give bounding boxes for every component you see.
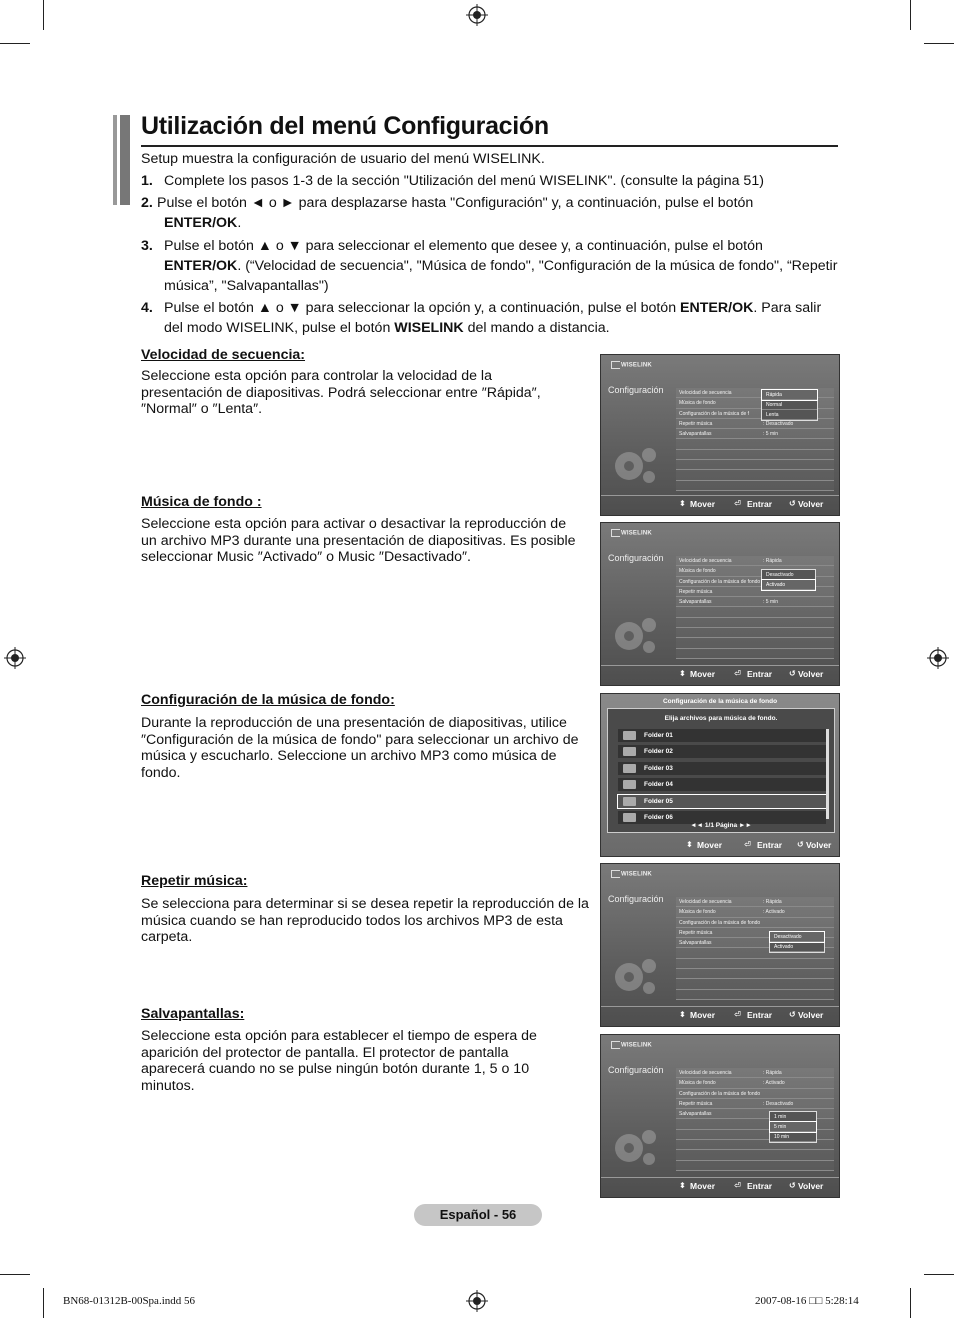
section-text: Seleccione esta opción para controlar la velocidad de la presentación de diapositivas. Podrá seleccionar entre ″Rápida″, ″Normal″ o ″Lenta″. <box>141 368 541 417</box>
folder-icon <box>623 780 636 789</box>
list-item[interactable]: Velocidad de secuencia : Rápida <box>676 556 834 566</box>
list-item[interactable]: Música de fondo <box>676 398 834 408</box>
registration-mark-icon <box>466 1290 488 1312</box>
list-item[interactable]: Configuración de la música de f <box>676 409 834 419</box>
list-item[interactable]: Velocidad de secuencia : Rápida <box>676 1068 834 1078</box>
registration-mark-icon <box>927 647 949 669</box>
list-item[interactable]: Repetir música : Desactivado <box>676 1099 834 1109</box>
intro-text: Setup muestra la configuración de usuario del menú WISELINK. <box>141 151 545 167</box>
wiselink-logo: WISELINK <box>611 870 652 878</box>
list-item[interactable]: Configuración de la música de fondo <box>676 1089 834 1099</box>
folder-item[interactable]: Folder 05 <box>618 795 826 808</box>
step-key: ENTER/OK <box>164 258 238 274</box>
wiselink-logo: WISELINK <box>611 1041 652 1049</box>
updown-icon: ⬍ <box>679 499 686 508</box>
step-text: Pulse el botón ◄ o ► para desplazarse hasta "Configuración" y, a continuación, pulse el botón <box>157 195 754 211</box>
folder-panel <box>607 708 835 833</box>
tv-screen-screensaver <box>600 1034 840 1198</box>
step-key: WISELINK <box>394 320 464 336</box>
list-item[interactable]: Configuración de la música de fondo <box>676 918 834 928</box>
step-number: 4. <box>141 300 153 316</box>
section-text: Seleccione esta opción para establecer el tiempo de espera de aparición del protector de pantalla. El protector de pantalla aparecerá cuando no se pulse ningún botón durante 1, 5 o 10 minutos. <box>141 1028 537 1094</box>
enter-icon: ⏎ <box>734 1181 741 1190</box>
step-number: 2. <box>141 195 153 211</box>
updown-icon: ⬍ <box>679 1181 686 1190</box>
folder-icon <box>623 731 636 740</box>
screen-footer: ⬍ Mover ⏎ Entrar ↺ Volver <box>679 669 824 679</box>
section-text: Durante la reproducción de una presentación de diapositivas, utilice ″Configuración de la música de fondo" para seleccionar un archivo de música y escucharlo. Seleccione un archivo MP3 como música de fondo. <box>141 715 579 781</box>
scrollbar[interactable] <box>826 729 829 819</box>
side-label: Configuración <box>608 1065 664 1075</box>
screen-title: Configuración de la música de fondo <box>662 698 778 705</box>
list-item[interactable]: Salvapantallas : 5 min <box>676 597 834 607</box>
page-indicator: ◄◄ 1/1 Página ►► <box>690 822 752 829</box>
step-text: Pulse el botón ▲ o ▼ para seleccionar la opción y, a continuación, pulse el botón <box>164 300 677 316</box>
page-number-badge: Español - 56 <box>414 1204 542 1226</box>
step-3: 3. Pulse el botón ▲ o ▼ para seleccionar el elemento que desee y, a continuación, pulse el botón ENTER/OK. (“Velocidad de secuencia", "Música de fondo", "Configuración de la música de fondo", “Repetir música”, "Salvapantallas") <box>141 238 838 294</box>
section-heading: Repetir música: <box>141 873 248 889</box>
list-item[interactable]: Salvapantallas : 5 min <box>676 429 834 439</box>
print-file-info: BN68-01312B-00Spa.indd 56 <box>63 1295 195 1307</box>
tv-screen-repeat <box>600 863 840 1027</box>
list-item[interactable]: Velocidad de secuencia : Rápida <box>676 897 834 907</box>
section-heading: Música de fondo : <box>141 494 262 510</box>
return-icon: ↺ <box>789 1010 796 1019</box>
tv-screen-speed <box>600 354 840 516</box>
updown-icon: ⬍ <box>679 1010 686 1019</box>
section-heading: Salvapantallas: <box>141 1006 245 1022</box>
option[interactable]: Normal <box>762 400 817 410</box>
section-text: Seleccione esta opción para activar o desactivar la reproducción de un archivo MP3 durante una presentación de diapositivas. Es posible seleccionar Music ″Activado″ o Music ″Desactivado″. <box>141 516 576 565</box>
list-item[interactable]: Velocidad de secuencia <box>676 388 834 398</box>
section-heading: Velocidad de secuencia: <box>141 347 306 363</box>
option[interactable]: Desactivado <box>762 570 815 580</box>
list-item[interactable]: Música de fondo : Activado <box>676 1078 834 1088</box>
tv-screen-music <box>600 522 840 686</box>
gear-icon <box>609 611 659 661</box>
step-text: Complete los pasos 1-3 de la sección "Utilización del menú WISELINK". (consulte la página 51) <box>164 173 764 189</box>
side-label: Configuración <box>608 385 664 395</box>
crop-mark <box>924 43 954 44</box>
section-text: Se selecciona para determinar si se desea repetir la reproducción de la música cuando se han reproducido todos los archivos MP3 de esta carpeta. <box>141 896 589 945</box>
list-item[interactable]: Salvapantallas <box>676 938 834 948</box>
title-rule <box>141 145 838 147</box>
wiselink-logo: WISELINK <box>611 361 652 369</box>
enter-icon: ⏎ <box>744 840 751 849</box>
gear-icon <box>609 441 659 491</box>
tv-screen-folder-select <box>600 693 840 857</box>
list-item[interactable]: Repetir música : Desactivado <box>676 419 834 429</box>
screen-footer: ⬍ Mover ⏎ Entrar ↺ Volver <box>679 1010 824 1020</box>
screen-footer: ⬍ Mover ⏎ Entrar ↺ Volver <box>686 840 832 850</box>
screen-subtitle: Elija archivos para música de fondo. <box>664 715 778 722</box>
page-title: Utilización del menú Configuración <box>141 112 549 140</box>
folder-icon <box>623 764 636 773</box>
option[interactable]: Activado <box>770 942 824 952</box>
screen-footer: ⬍ Mover ⏎ Entrar ↺ Volver <box>679 499 824 509</box>
section-heading: Configuración de la música de fondo: <box>141 692 395 708</box>
list-item[interactable]: Repetir música <box>676 587 834 597</box>
return-icon: ↺ <box>789 499 796 508</box>
option[interactable]: 10 min <box>770 1132 816 1142</box>
folder-icon <box>623 813 636 822</box>
return-icon: ↺ <box>789 1181 796 1190</box>
crop-mark <box>43 1288 44 1318</box>
updown-icon: ⬍ <box>686 840 693 849</box>
option[interactable]: Lenta <box>762 410 817 420</box>
return-icon: ↺ <box>797 840 804 849</box>
step-key: ENTER/OK <box>164 215 238 231</box>
step-4: 4. Pulse el botón ▲ o ▼ para seleccionar la opción y, a continuación, pulse el botón ENTER/OK. Para salir del modo WISELINK, pulse el botón WISELINK del mando a distancia. <box>141 300 822 336</box>
folder-item[interactable]: Folder 04 <box>618 778 826 791</box>
print-timestamp: 2007-08-16 □□ 5:28:14 <box>755 1295 859 1307</box>
title-accent-bar <box>120 115 130 205</box>
folder-icon <box>623 797 636 806</box>
folder-item[interactable]: Folder 03 <box>618 762 826 775</box>
option[interactable]: 1 min <box>770 1112 816 1122</box>
list-item[interactable]: Música de fondo : Activado <box>676 907 834 917</box>
registration-mark-icon <box>4 647 26 669</box>
crop-mark <box>0 1274 30 1275</box>
crop-mark <box>924 1274 954 1275</box>
gear-icon <box>609 1123 659 1173</box>
updown-icon: ⬍ <box>679 669 686 678</box>
registration-mark-icon <box>466 4 488 26</box>
screen-footer: ⬍ Mover ⏎ Entrar ↺ Volver <box>679 1181 824 1191</box>
repeat-options-popup <box>769 931 825 953</box>
title-accent-bar <box>113 115 117 205</box>
music-options-popup <box>761 569 816 591</box>
folder-item[interactable]: Folder 02 <box>618 745 826 758</box>
enter-icon: ⏎ <box>734 1010 741 1019</box>
folder-item[interactable]: Folder 01 <box>618 729 826 742</box>
option[interactable]: Desactivado <box>770 932 824 942</box>
crop-mark <box>0 43 30 44</box>
enter-icon: ⏎ <box>734 499 741 508</box>
enter-icon: ⏎ <box>734 669 741 678</box>
option[interactable]: 5 min <box>770 1122 816 1132</box>
wiselink-logo: WISELINK <box>611 529 652 537</box>
step-text: Pulse el botón ▲ o ▼ para seleccionar el elemento que desee y, a continuación, pulse el botón <box>164 238 763 254</box>
list-item[interactable]: Configuración de la música de fondo <box>676 577 834 587</box>
crop-mark <box>910 0 911 30</box>
step-2: 2. Pulse el botón ◄ o ► para desplazarse hasta "Configuración" y, a continuación, pulse el botón ENTER/OK. <box>141 195 754 231</box>
crop-mark <box>43 0 44 30</box>
side-label: Configuración <box>608 894 664 904</box>
list-item[interactable]: Salvapantallas <box>676 1109 834 1119</box>
option[interactable]: Activado <box>762 580 815 590</box>
step-number: 3. <box>141 238 153 254</box>
option[interactable]: Rápida <box>762 390 817 400</box>
speed-options-popup <box>761 389 818 421</box>
screensaver-options-popup <box>769 1111 817 1143</box>
return-icon: ↺ <box>789 669 796 678</box>
step-number: 1. <box>141 173 153 189</box>
gear-icon <box>609 952 659 1002</box>
step-key: ENTER/OK <box>680 300 754 316</box>
folder-item[interactable]: Folder 06 <box>618 811 826 824</box>
step-1 <box>141 171 841 191</box>
side-label: Configuración <box>608 553 664 563</box>
list-item[interactable]: Música de fondo <box>676 566 834 576</box>
list-item[interactable]: Repetir música <box>676 928 834 938</box>
folder-icon <box>623 747 636 756</box>
crop-mark <box>910 1288 911 1318</box>
